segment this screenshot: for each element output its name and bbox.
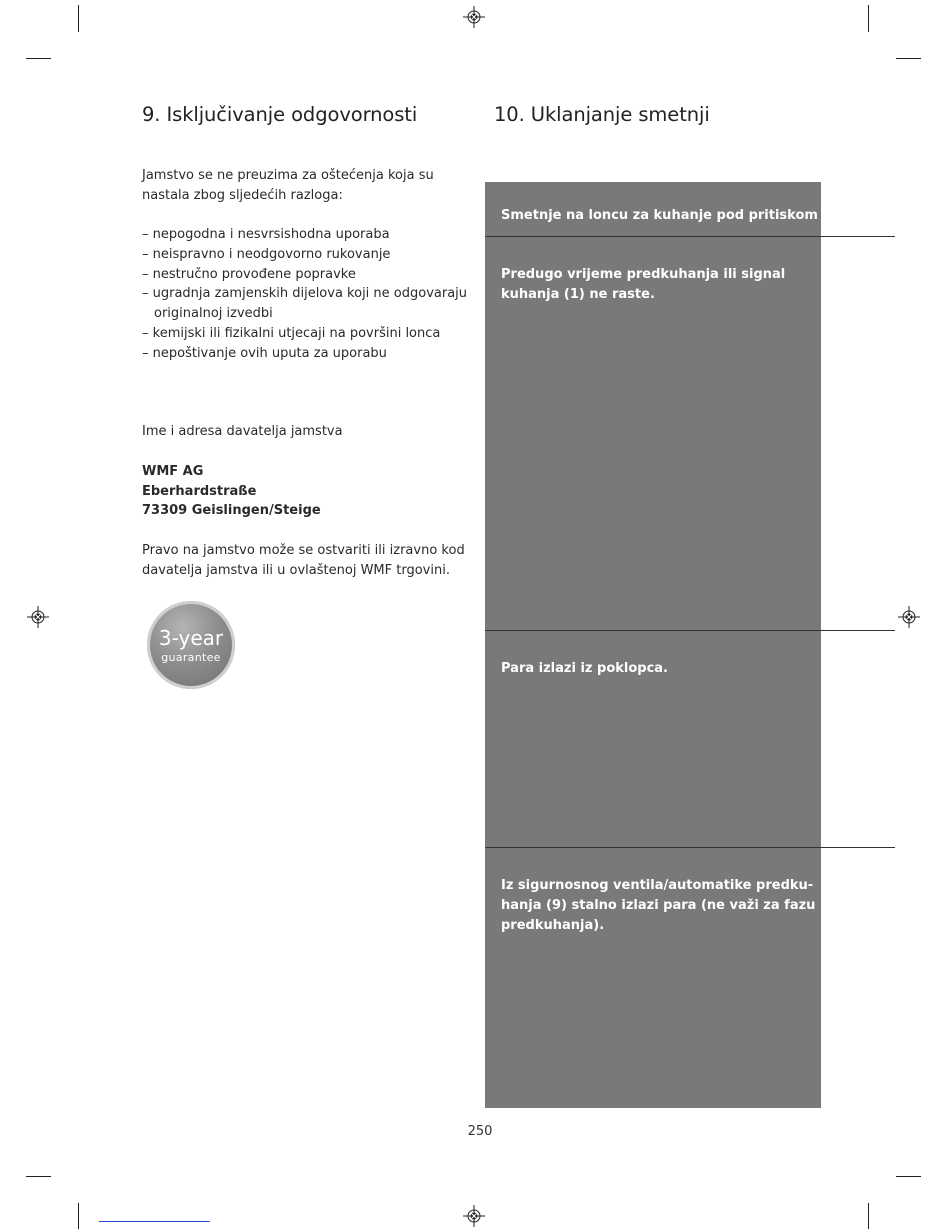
section-title-disclaimer: 9. Isključivanje odgovornosti (142, 103, 418, 126)
intro-line: Jamstvo se ne preuzima za oštećenja koja su (142, 168, 434, 183)
panel-header: Smetnje na loncu za kuhanje pod pritiskom (501, 208, 818, 223)
badge-sub-text: guarantee (161, 651, 221, 664)
claim-line: davatelja jamstva ili u ovlaštenoj WMF trgovini. (142, 563, 450, 578)
section-title-troubleshooting: 10. Uklanjanje smetnji (494, 103, 710, 126)
divider (485, 847, 895, 848)
claim-line: Pravo na jamstvo može se ostvariti ili izravno kod (142, 543, 465, 558)
list-item: – nepoštivanje ovih uputa za uporabu (142, 345, 387, 361)
company-street: Eberhardstraße (142, 484, 257, 499)
problem-2-line: Para izlazi iz poklopca. (501, 661, 669, 676)
registration-mark-icon (898, 606, 920, 628)
guarantor-label: Ime i adresa davatelja jamstva (142, 424, 343, 439)
problem-1-line: Predugo vrijeme predkuhanja ili signal (501, 267, 786, 282)
crop-mark (896, 1176, 921, 1177)
intro-line: nastala zbog sljedećih razloga: (142, 188, 343, 203)
crop-mark (26, 1176, 51, 1177)
divider (485, 630, 895, 631)
badge-main-text: 3-year (158, 626, 224, 650)
troubleshooting-panel (485, 182, 821, 1108)
crop-mark (868, 1203, 869, 1229)
list-item: – ugradnja zamjenskih dijelova koji ne odgovaraju (142, 286, 468, 302)
list-item-continuation: originalnoj izvedbi (154, 306, 273, 322)
exclusion-list (142, 225, 467, 364)
list-item: – kemijski ili fizikalni utjecaji na površini lonca (142, 325, 441, 341)
company-city: 73309 Geislingen/Steige (142, 503, 321, 518)
registration-mark-icon (27, 606, 49, 628)
company-name: WMF AG (142, 464, 204, 479)
footer-rule (99, 1221, 210, 1222)
registration-mark-icon (463, 6, 485, 28)
problem-3-line: hanja (9) stalno izlazi para (ne važi za fazu (501, 898, 816, 913)
page-number: 250 (467, 1124, 493, 1139)
list-item: – nestručno provođene popravke (142, 266, 356, 282)
crop-mark (26, 58, 51, 59)
crop-mark (78, 1203, 79, 1229)
crop-mark (78, 5, 79, 32)
divider (485, 236, 895, 237)
crop-mark (868, 5, 869, 32)
problem-3-line: predkuhanja). (501, 918, 605, 933)
guarantee-badge (147, 601, 235, 689)
problem-3-line: Iz sigurnosnog ventila/automatike predku- (501, 878, 814, 893)
crop-mark (896, 58, 921, 59)
list-item: – nepogodna i nesvrsishodna uporaba (142, 227, 390, 242)
registration-mark-icon (463, 1205, 485, 1227)
problem-1-line: kuhanja (1) ne raste. (501, 287, 655, 302)
list-item: – neispravno i neodgovorno rukovanje (142, 246, 391, 262)
